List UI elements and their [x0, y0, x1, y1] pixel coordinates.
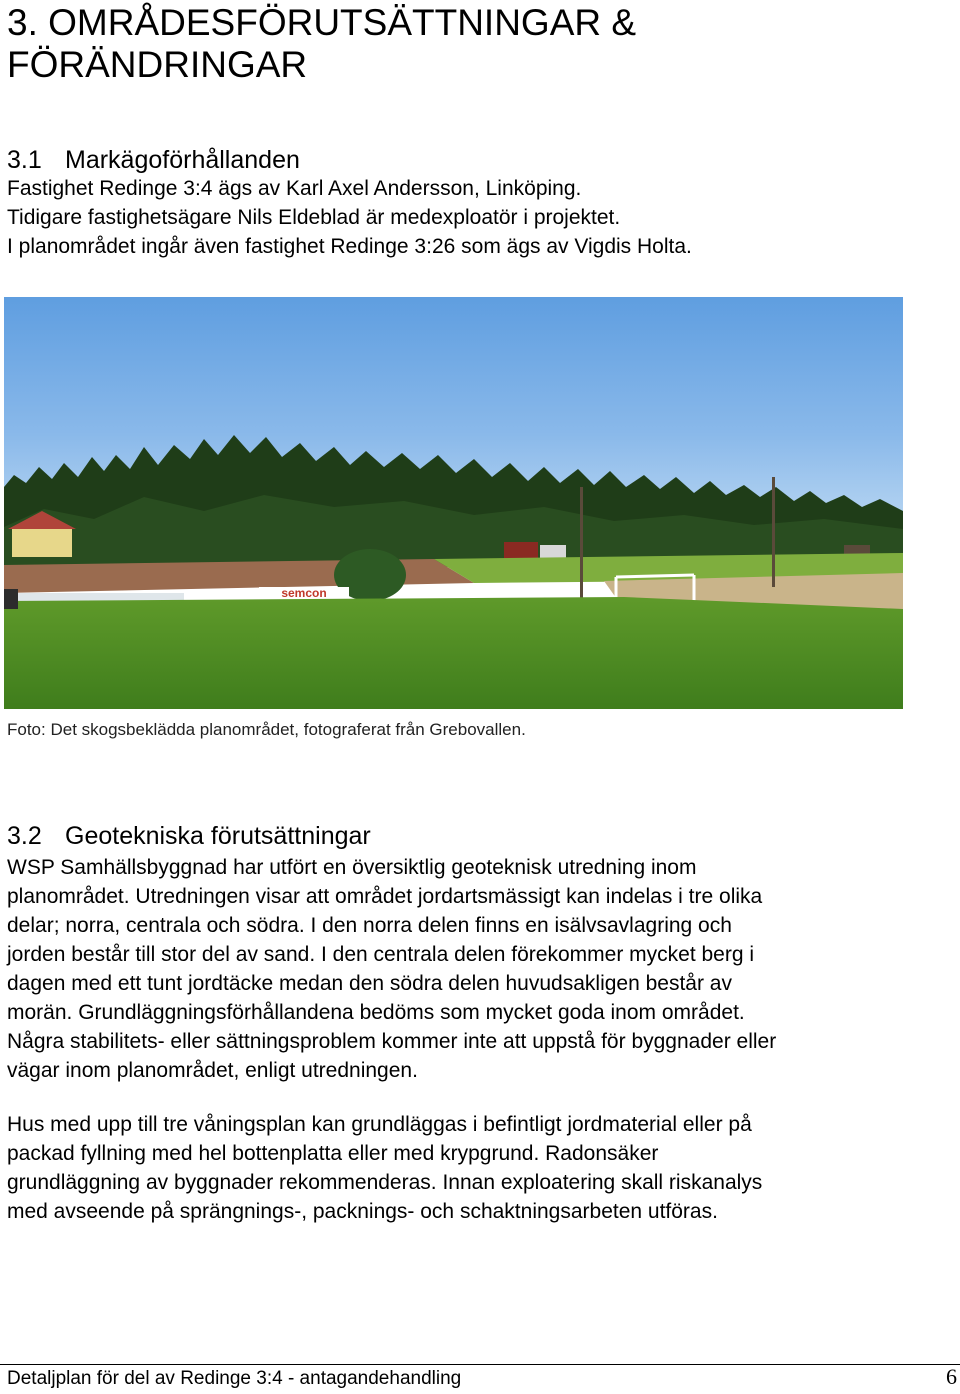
paragraph-line: vägar inom planområdet, enligt utredningen.	[7, 1059, 418, 1082]
paragraph-line: delar; norra, centrala och södra. I den norra delen finns en isälvsavlagring och	[7, 914, 732, 937]
paragraph-line: packad fyllning med hel bottenplatta eller med krypgrund. Radonsäker	[7, 1142, 659, 1165]
paragraph-line: Några stabilitets- eller sättningsproblem kommer inte att uppstå för byggnader eller	[7, 1030, 777, 1053]
chapter-heading-line-2: FÖRÄNDRINGAR	[7, 44, 308, 85]
light-pole	[580, 487, 583, 607]
paragraph-line: planområdet. Utredningen visar att området jordartsmässigt kan indelas i tre olika	[7, 885, 763, 908]
paragraph-line: jorden består till stor del av sand. I den centrala delen förekommer mycket berg i	[7, 943, 755, 966]
house-yellow	[12, 527, 72, 557]
page-number: 6	[946, 1364, 957, 1389]
section-1-text	[7, 174, 942, 261]
footer-title: Detaljplan för del av Redinge 3:4 - antagandehandling	[7, 1368, 462, 1389]
section-1-title: Markägoförhållanden	[65, 146, 300, 174]
paragraph-line: grundläggning av byggnader rekommenderas. Innan exploatering skall riskanalys	[7, 1171, 763, 1194]
light-pole	[772, 477, 775, 587]
section-2-paragraph-2	[7, 1110, 942, 1226]
section-1-heading	[7, 146, 300, 174]
landscape-photo-illustration	[4, 297, 903, 709]
paragraph-line: dagen med ett tunt jordtäcke medan den södra delen huvudsakligen består av	[7, 972, 732, 995]
paragraph-line: WSP Samhällsbyggnad har utfört en översiktlig geoteknisk utredning inom	[7, 856, 697, 879]
paragraph-line: med avseende på sprängnings-, packnings- och schaktningsarbeten utföras.	[7, 1200, 718, 1223]
section-1-line: Tidigare fastighetsägare Nils Eldeblad är medexploatör i projektet.	[7, 206, 621, 229]
sign-text: semcon	[281, 586, 327, 600]
section-1-line: I planområdet ingår även fastighet Redinge 3:26 som ägs av Vigdis Holta.	[7, 235, 692, 258]
section-2-title: Geotekniska förutsättningar	[65, 822, 371, 850]
section-2-paragraph-1	[7, 853, 942, 1085]
section-2-heading	[7, 822, 371, 850]
section-1-line: Fastighet Redinge 3:4 ägs av Karl Axel Andersson, Linköping.	[7, 177, 582, 200]
section-2-number: 3.2	[7, 822, 42, 850]
photo-caption: Foto: Det skogsbeklädda planområdet, fotograferat från Grebovallen.	[7, 720, 526, 739]
paragraph-line: morän. Grundläggningsförhållandena bedöms som mycket goda inom området.	[7, 1001, 745, 1024]
section-1-number: 3.1	[7, 146, 42, 174]
paragraph-line: Hus med upp till tre våningsplan kan grundläggas i befintligt jordmaterial eller på	[7, 1113, 752, 1136]
chapter-heading-line-1: 3. OMRÅDESFÖRUTSÄTTNINGAR &	[7, 2, 637, 43]
chapter-heading	[7, 2, 947, 86]
grass-pitch	[4, 597, 903, 709]
bench	[4, 589, 18, 609]
footer-rule	[0, 1364, 960, 1365]
landscape-photo	[4, 297, 903, 709]
